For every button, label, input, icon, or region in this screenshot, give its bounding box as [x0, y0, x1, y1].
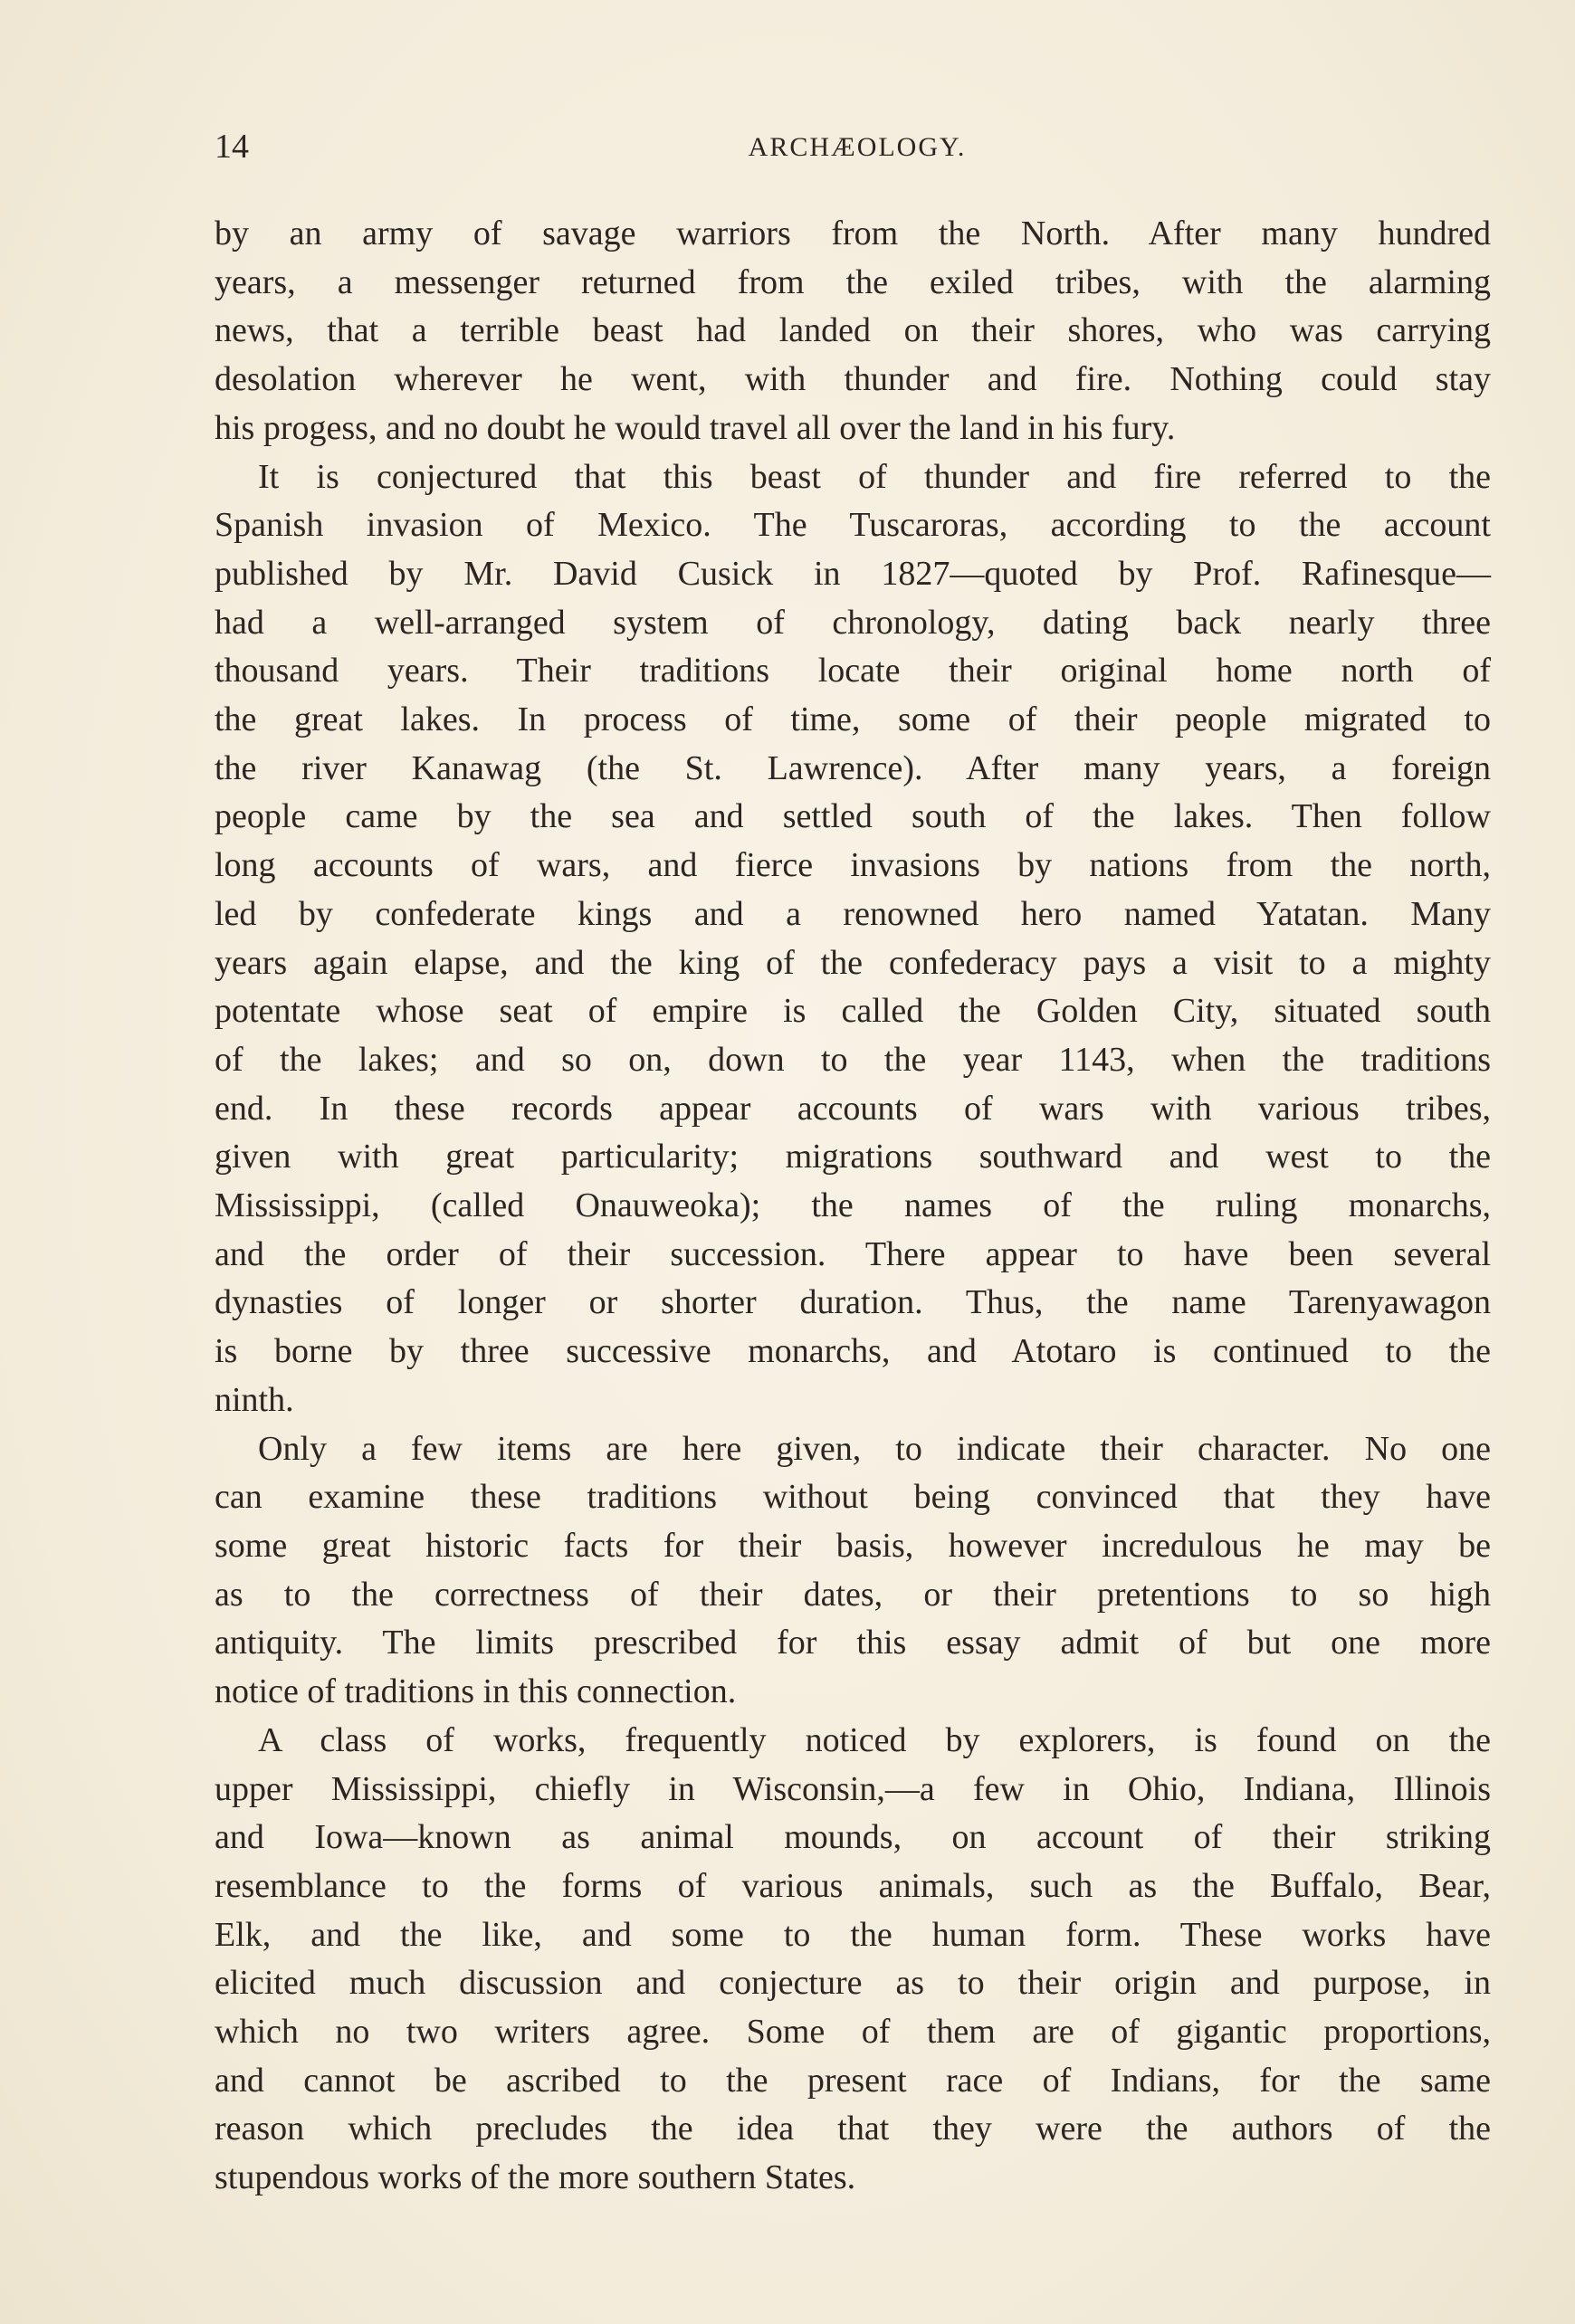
text-line: desolation wherever he went, with thunder and fire. Nothing could stay — [215, 360, 1491, 399]
body-text — [215, 210, 1491, 2203]
text-line: which no two writers agree. Some of them are of gigantic proportions, — [215, 2013, 1491, 2052]
text-line: and cannot be ascribed to the present race of Indians, for the same — [215, 2061, 1491, 2100]
text-line: as to the correctness of their dates, or their pretentions to so high — [215, 1575, 1491, 1614]
text-line: given with great particularity; migrations southward and west to the — [215, 1138, 1491, 1176]
text-line: news, that a terrible beast had landed on their shores, who was carrying — [215, 311, 1491, 350]
text-line: Elk, and the like, and some to the human form. These works have — [215, 1915, 1491, 1954]
text-line: had a well-arranged system of chronology, dating back nearly three — [215, 603, 1491, 642]
text-line: elicited much discussion and conjecture as to their origin and purpose, in — [215, 1964, 1491, 2003]
text-line: of the lakes; and so on, down to the year 1143, when the traditions — [215, 1040, 1491, 1079]
text-line: It is conjectured that this beast of thunder and fire referred to the — [258, 457, 1491, 496]
text-line: Only a few items are here given, to indicate their character. No one — [258, 1429, 1491, 1468]
text-line: reason which precludes the idea that they were the authors of the — [215, 2110, 1491, 2148]
text-line: resemblance to the forms of various animals, such as the Buffalo, Bear, — [215, 1866, 1491, 1905]
text-line: potentate whose seat of empire is called the Golden City, situated south — [215, 992, 1491, 1031]
text-line: years, a messenger returned from the exiled tribes, with the alarming — [215, 262, 1491, 301]
text-line: led by confederate kings and a renowned hero named Yatatan. Many — [215, 894, 1491, 933]
text-line: and Iowa—known as animal mounds, on account of their striking — [215, 1818, 1491, 1857]
text-line: Mississippi, (called Onauweoka); the names of the ruling monarchs, — [215, 1186, 1491, 1225]
text-line: years again elapse, and the king of the confederacy pays a visit to a mighty — [215, 943, 1491, 982]
text-line: can examine these traditions without being convinced that they have — [215, 1478, 1491, 1517]
text-line: the great lakes. In process of time, some of their people migrated to — [215, 700, 1491, 739]
text-line: ninth. — [215, 1380, 294, 1419]
text-line: stupendous works of the more southern States. — [215, 2158, 856, 2197]
text-line: thousand years. Their traditions locate their original home north of — [215, 652, 1491, 691]
text-line: is borne by three successive monarchs, and Atotaro is continued to the — [215, 1332, 1491, 1371]
text-line: A class of works, frequently noticed by explorers, is found on the — [258, 1720, 1491, 1759]
text-line: people came by the sea and settled south of the lakes. Then follow — [215, 797, 1491, 836]
text-line: notice of traditions in this connection. — [215, 1672, 737, 1711]
text-line: and the order of their succession. There appear to have been several — [215, 1234, 1491, 1273]
text-line: the river Kanawag (the St. Lawrence). After many years, a foreign — [215, 748, 1491, 787]
text-line: upper Mississippi, chiefly in Wisconsin,—a few in Ohio, Indiana, Illinois — [215, 1769, 1491, 1808]
text-line: end. In these records appear accounts of wars with various tribes, — [215, 1089, 1491, 1128]
text-line: some great historic facts for their basis, however incredulous he may be — [215, 1526, 1491, 1565]
text-line: published by Mr. David Cusick in 1827—quoted by Prof. Rafinesque— — [215, 554, 1491, 593]
running-head — [215, 127, 1500, 181]
text-line: Spanish invasion of Mexico. The Tuscaroras, according to the account — [215, 506, 1491, 545]
text-line: his progess, and no doubt he would travel all over the land in his fury. — [215, 408, 1176, 447]
text-line: dynasties of longer or shorter duration. Thus, the name Tarenyawagon — [215, 1283, 1491, 1322]
text-line: by an army of savage warriors from the North. After many hundred — [215, 214, 1491, 252]
page-number: 14 — [215, 128, 249, 166]
text-line: long accounts of wars, and fierce invasions by nations from the north, — [215, 846, 1491, 885]
running-title: ARCHÆOLOGY. — [748, 132, 967, 162]
text-line: antiquity. The limits prescribed for this essay admit of but one more — [215, 1624, 1491, 1662]
